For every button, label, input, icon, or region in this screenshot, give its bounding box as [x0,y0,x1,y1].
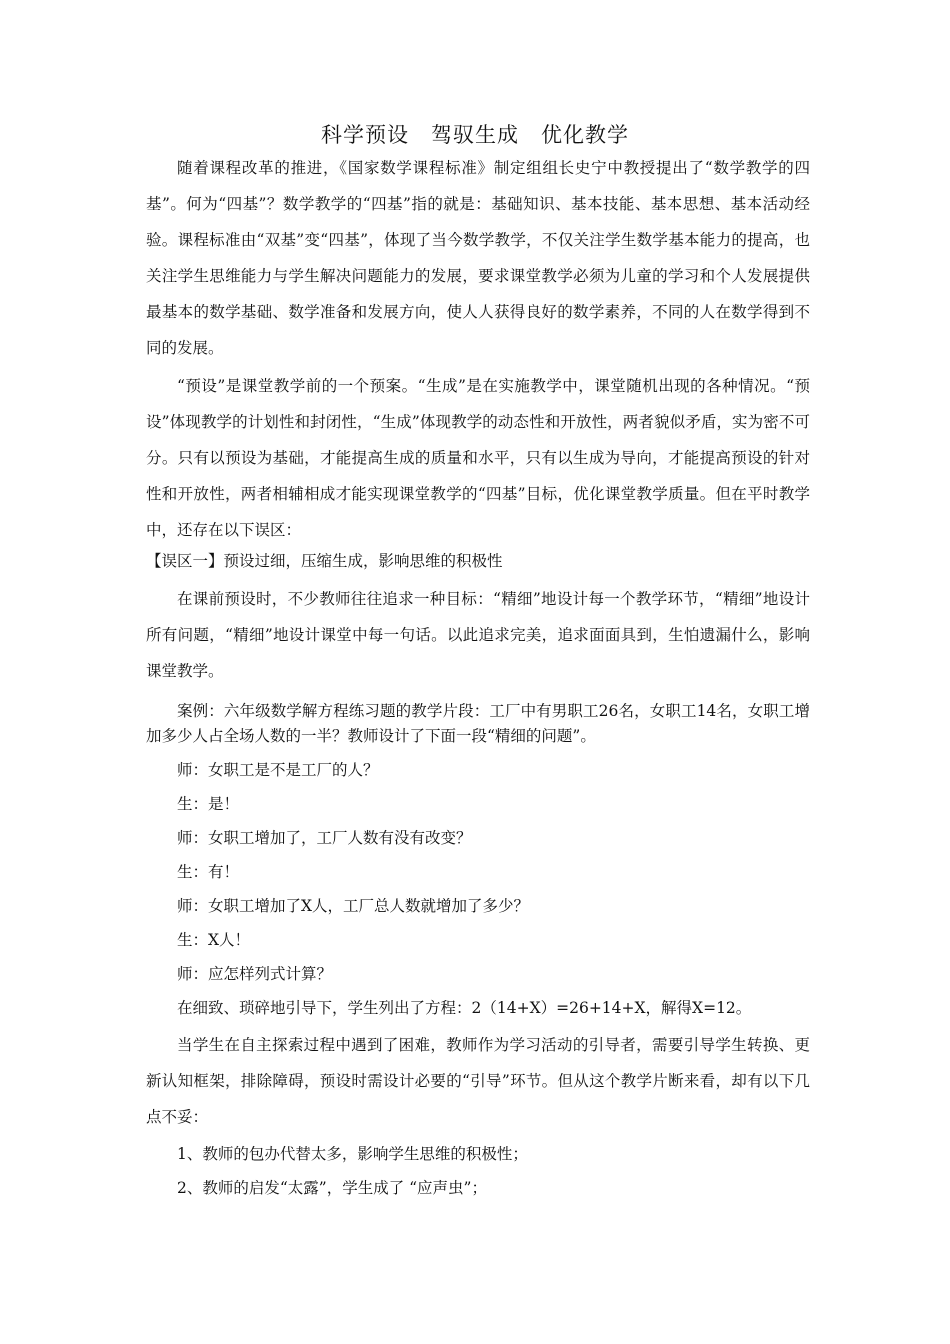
dialog-block [146,753,810,991]
paragraph-equation: 在细致、琐碎地引导下，学生列出了方程：2（14+X）=26+14+X，解得X=12。 [177,999,752,1017]
dialog-line: 生：X人！ [177,931,251,949]
document-title: 科学预设 驾驭生成 优化教学 [321,123,629,147]
paragraph-analysis: 当学生在自主探索过程中遇到了困难，教师作为学习活动的引导者，需要引导学生转换、更新认知框架，排除障碍，预设时需设计必要的“引导”环节。但从这个教学片断来看，却有以下几点不妥： [146,1036,810,1126]
dialog-line: 生：有！ [177,863,240,881]
paragraph-over-detailed-preset: 在课前预设时，不少教师往往追求一种目标：“精细”地设计每一个教学环节，“精细”地设计所有问题，“精细”地设计课堂中每一句话。以此追求完美，追求面面具到，生怕遗漏什么，影响课堂教学。 [146,590,810,680]
dialog-line: 师：女职工是不是工厂的人？ [177,761,379,779]
paragraph-case-example: 案例：六年级数学解方程练习题的教学片段：工厂中有男职工26名，女职工14名，女职工增加多少人占全场人数的一半？教师设计了下面一段“精细的问题”。 [146,702,810,745]
paragraph-preset-generation: “预设”是课堂教学前的一个预案。“生成”是在实施教学中，课堂随机出现的各种情况。“预设”体现教学的计划性和封闭性，“生成”体现教学的动态性和开放性，两者貌似矛盾，实为密不可分。只有以预设为基础，才能提高生成的质量和水平，只有以生成为导向，才能提高预设的针对性和开放性，两者相辅相成才能实现课堂教学的“四基”目标，优化课堂教学质量。但在平时教学中，还存在以下误区： [146,377,810,539]
dialog-line: 师：女职工增加了，工厂人数有没有改变？ [177,829,472,847]
document-body [146,150,810,1205]
list-item: 2、教师的启发“太露”，学生成了 “应声虫”； [177,1179,487,1197]
paragraph-four-basics: 随着课程改革的推进，《国家数学课程标准》制定组组长史宁中教授提出了“数学教学的四基”。何为“四基”？数学教学的“四基”指的就是：基础知识、基本技能、基本思想、基本活动经验。课程标准由“双基”变“四基”，体现了当今数学教学，不仅关注学生数学基本能力的提高，也关注学生思维能力与学生解决问题能力的发展，要求课堂教学必须为儿童的学习和个人发展提供最基本的数学基础、数学准备和发展方向，使人人获得良好的数学素养，不同的人在数学得到不同的发展。 [146,159,810,357]
section-heading-misconception-one: 【误区一】预设过细，压缩生成，影响思维的积极性 [146,552,503,570]
dialog-line: 师：女职工增加了X人，工厂总人数就增加了多少？ [177,897,530,915]
list-item: 1、教师的包办代替太多，影响学生思维的积极性； [177,1145,528,1163]
dialog-line: 生：是！ [177,795,240,813]
dialog-line: 师：应怎样列式计算？ [177,965,333,983]
